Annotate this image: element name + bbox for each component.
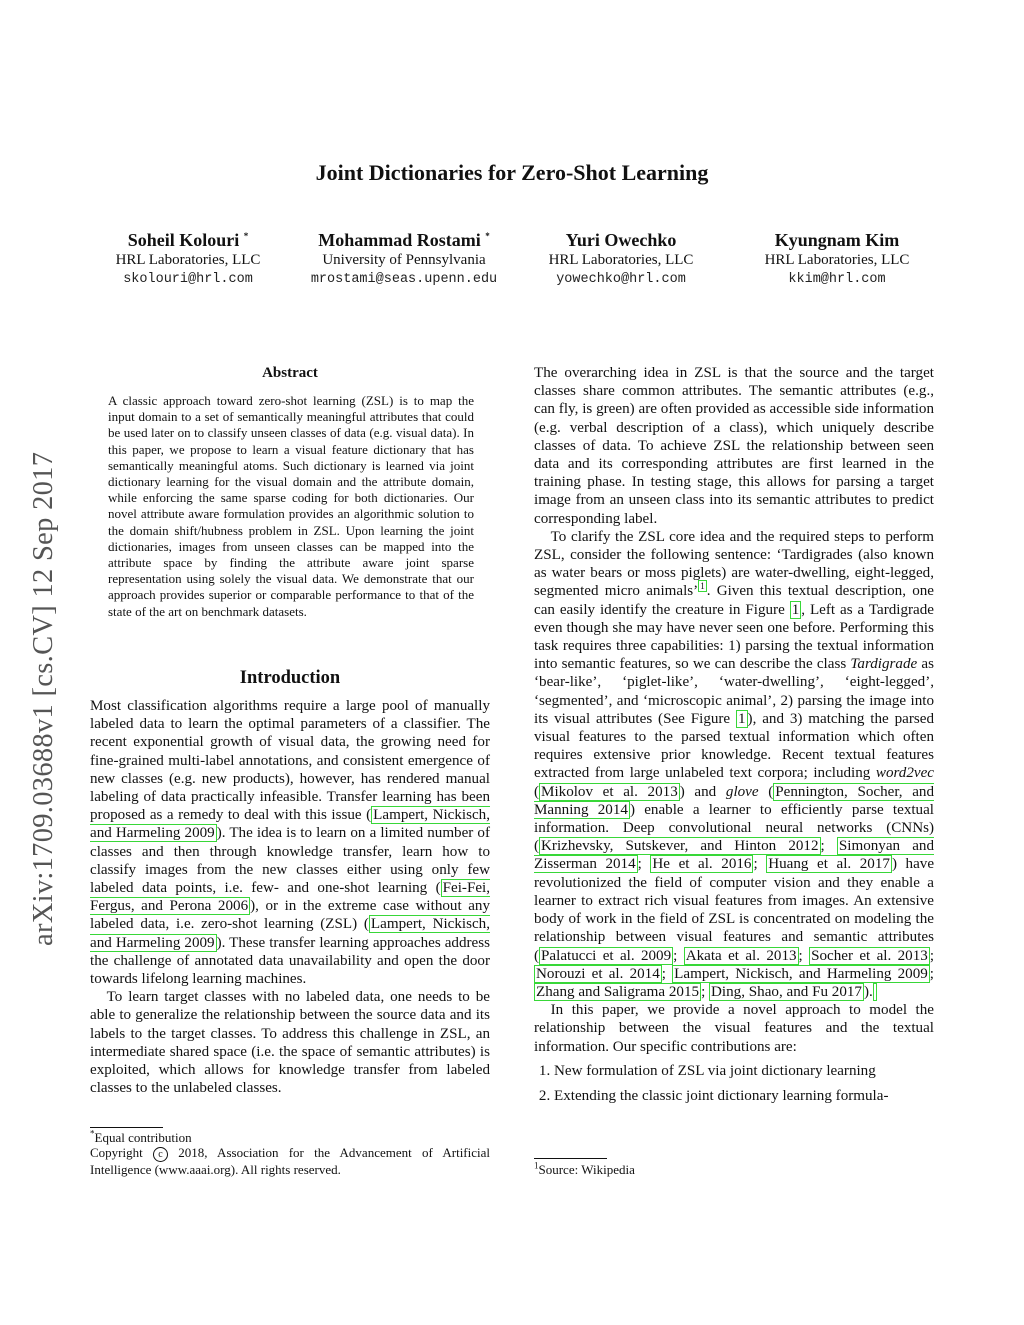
author-email[interactable]: mrostami@seas.upenn.edu [310,272,498,287]
contributions-list [534,1062,934,1105]
citation-link[interactable]: He et al. 2016 [652,856,752,873]
author-block [722,229,952,289]
paper-title: Joint Dictionaries for Zero-Shot Learning [315,160,709,185]
copyright-notice: Copyright c 2018, Association for the Advancement of Artificial Intelligence (www.aaai.org). All rights reserved. [90,1145,491,1177]
citation-link[interactable]: Fei-Fei, Fergus, and Perona 2006 [90,880,490,915]
footnote-rule [534,1158,607,1159]
copyright-symbol: c [153,1147,168,1162]
citation-link[interactable]: Akata et al. 2013 [685,947,797,964]
list-item: 2. Extending the classic joint dictionary learning formula- [554,1087,934,1105]
citation-link[interactable] [873,983,877,1001]
citation-link[interactable]: Simonyan and Zisserman 2014 [534,838,934,873]
abstract-text: A classic approach toward zero-shot learning (ZSL) is to map the input domain to a set of semantically meaningful attributes that could be used later on to classify unseen classes of data (e.g. visual data). In this paper, we propose to learn a visual feature dictionary that has semantically meaningful atoms. Such dictionary is learned via joint dictionary learning for the visual domain and the attribute domain, while enforcing the same sparse coding for both dictionaries. Our novel attribute aware formulation provides an algorithmic solution to the domain shift/hubness problem in ZSL. Upon learning the joint dictionaries, images from unseen classes can be mapped into the attribute space by finding the attribute aware joint sparse representation using solely the visual data. We demonstrate that our approach provides superior or comparable performance to that of the state of the art on benchmark datasets. [108,393,474,619]
citation-link[interactable]: Socher et al. 2013 [811,947,928,964]
author-email[interactable]: skolouri@hrl.com [123,272,253,287]
body-paragraph: The overarching idea in ZSL is that the source and the target classes share common attributes. The semantic attributes (e.g., can fly, is green) are often provided as accessible side information (e.g. verbal description of a class), which uniquely describe classes of data. To achieve ZSL the relationship between seen data and its corresponding attributes are first learned in the training phase. In testing stage, this allows for parsing a target image from an unseen class into its semantic attributes to predict corresponding label. [534,365,934,527]
footnote-link[interactable]: 1 [700,581,705,592]
author-email[interactable]: kkim@hrl.com [788,272,886,287]
introduction-heading: Introduction [239,668,341,688]
author-mark: * [485,231,490,241]
citation-link[interactable]: Palatucci et al. 2009 [541,947,672,964]
body-paragraph: To clarify the ZSL core idea and the required steps to perform ZSL, consider the following sentence: ‘Tardigrades (also known as water bears or moss piglets) are water-dwelling, eight-legged, segmented micro animals’ $^1$ . Given this textual description, one can easily identify the creature in Figure 1 , Left as a Tardigrade even though she may have never seen one before. Performing this task requires three capabilities: 1) parsing the textual information into semantic features, so we can describe the class Tardigrade as ‘bear-like’, ‘piglet-like’, ‘water-dwelling’, ‘eight-legged’, ‘segmented’, and ‘microscopic animal’, 2) parsing the image into its visual attributes (See Figure 1 ), and 3) matching the parsed visual features to the parsed textual information which often requires extensive prior knowledge. Recent textual features extracted from large unlabeled text corpora; including word2vec ( Mikolov et al. 2013 ) and glove ( Pennington, Socher, and Manning 2014 ) enable a learner to efficiently parse textual information. Deep convolutional neural networks (CNNs) ( Krizhevsky, Sutskever, and Hinton 2012 ; Simonyan and Zisserman 2014 ; He et al. 2016 ; Huang et al. 2017 ) have revolutionized the field of computer vision and they enable a learner to extract rich visual features from images. An extensive body of work in the field of ZSL is concentrated on modeling the relationship between visual features and semantic attributes ( Palatucci et al. 2009 ; Akata et al. 2013 ; Socher et al. 2013 ; Norouzi et al. 2014 ; Lampert, Nickisch, and Harmeling 2009 ; Zhang and Saligrama 2015 ; Ding, Shao, and Fu 2017 ). [534,528,935,1000]
citation-link[interactable]: Krizhevsky, Sutskever, and Hinton 2012 [541,838,819,855]
author-block [73,229,303,289]
author-mark: * [243,231,249,241]
intro-paragraph: Most classification algorithms require a large pool of manually labeled data to learn the optimal parameters of a classifier. The recent exponential growth of visual data, the growing need for fine-grained multi-label annotations, and consistent emergence of new classes (e.g. new products), however, has rendered manual labeling of data practically infeasible. Transfer learning has been proposed as a remedy to deal with this issue ( Lampert, Nickisch, and Harmeling 2009 ). The idea is to learn on a limited number of classes and then through knowledge transfer, learn how to classify images from the new classes either using only few labeled data points, i.e. few- and one-shot learning ( Fei-Fei, Fergus, and Perona 2006 ), or in the extreme case without any labeled data, i.e. zero-shot learning (ZSL) ( Lampert, Nickisch, and Harmeling 2009 ). These transfer learning approaches address the challenge of annotated data unavailability and open the door towards lifelong learning machines. [90,698,491,988]
citation-link[interactable]: Norouzi et al. 2014 [536,965,660,982]
citation-link[interactable]: Huang et al. 2017 [768,856,890,873]
footnote-source: $^1$Source: Wikipedia [534,1160,635,1177]
citation-link[interactable]: Lampert, Nickisch, and Harmeling 2009 [90,916,490,951]
arxiv-identifier: arXiv:1709.03688v1 [cs.CV] 12 Sep 2017 [28,451,59,946]
citation-link[interactable]: Ding, Shao, and Fu 2017 [711,983,862,1000]
body-paragraph: In this paper, we provide a novel approach to model the relationship between the visual features and the textual information. Our specific contributions are: [534,1002,934,1055]
author-name: Mohammad Rostami [318,230,481,250]
author-name: Yuri Owechko [565,230,677,250]
author-email[interactable]: yowechko@hrl.com [556,272,686,287]
footnote-equal-contribution: *Equal contribution [90,1128,192,1145]
left-column-body [90,697,490,1097]
footnote-rule [90,1127,163,1128]
list-item: 1. New formulation of ZSL via joint dictionary learning [554,1062,934,1080]
author-name: Kyungnam Kim [774,230,900,250]
author-affiliation: University of Pennsylvania [322,252,486,268]
author-block [289,229,519,289]
intro-paragraph: To learn target classes with no labeled data, one needs to be able to generalize the relationship between the source data and its labels to the target classes. To address this challenge in ZSL, an intermediate shared space (i.e. the space of semantic attributes) is exploited, which allows for knowledge transfer from labeled classes to the unlabeled classes. [90,989,490,1097]
citation-link[interactable]: Zhang and Saligrama 2015 [536,983,700,1000]
right-column-body [534,364,934,1112]
author-affiliation: HRL Laboratories, LLC [548,252,694,268]
author-affiliation: HRL Laboratories, LLC [115,252,261,268]
abstract-heading: Abstract [262,365,318,381]
citation-link[interactable]: Lampert, Nickisch, and Harmeling 2009 [674,965,928,982]
author-name: Soheil Kolouri [127,230,240,250]
citation-link[interactable]: Pennington, Socher, and Manning 2014 [534,783,934,818]
author-affiliation: HRL Laboratories, LLC [764,252,910,268]
author-block [506,229,736,289]
citation-link[interactable]: Lampert, Nickisch, and Harmeling 2009 [90,807,491,842]
figure-link[interactable]: 1 [738,710,746,727]
figure-link[interactable]: 1 [791,601,800,618]
citation-link[interactable]: Mikolov et al. 2013 [541,783,678,800]
